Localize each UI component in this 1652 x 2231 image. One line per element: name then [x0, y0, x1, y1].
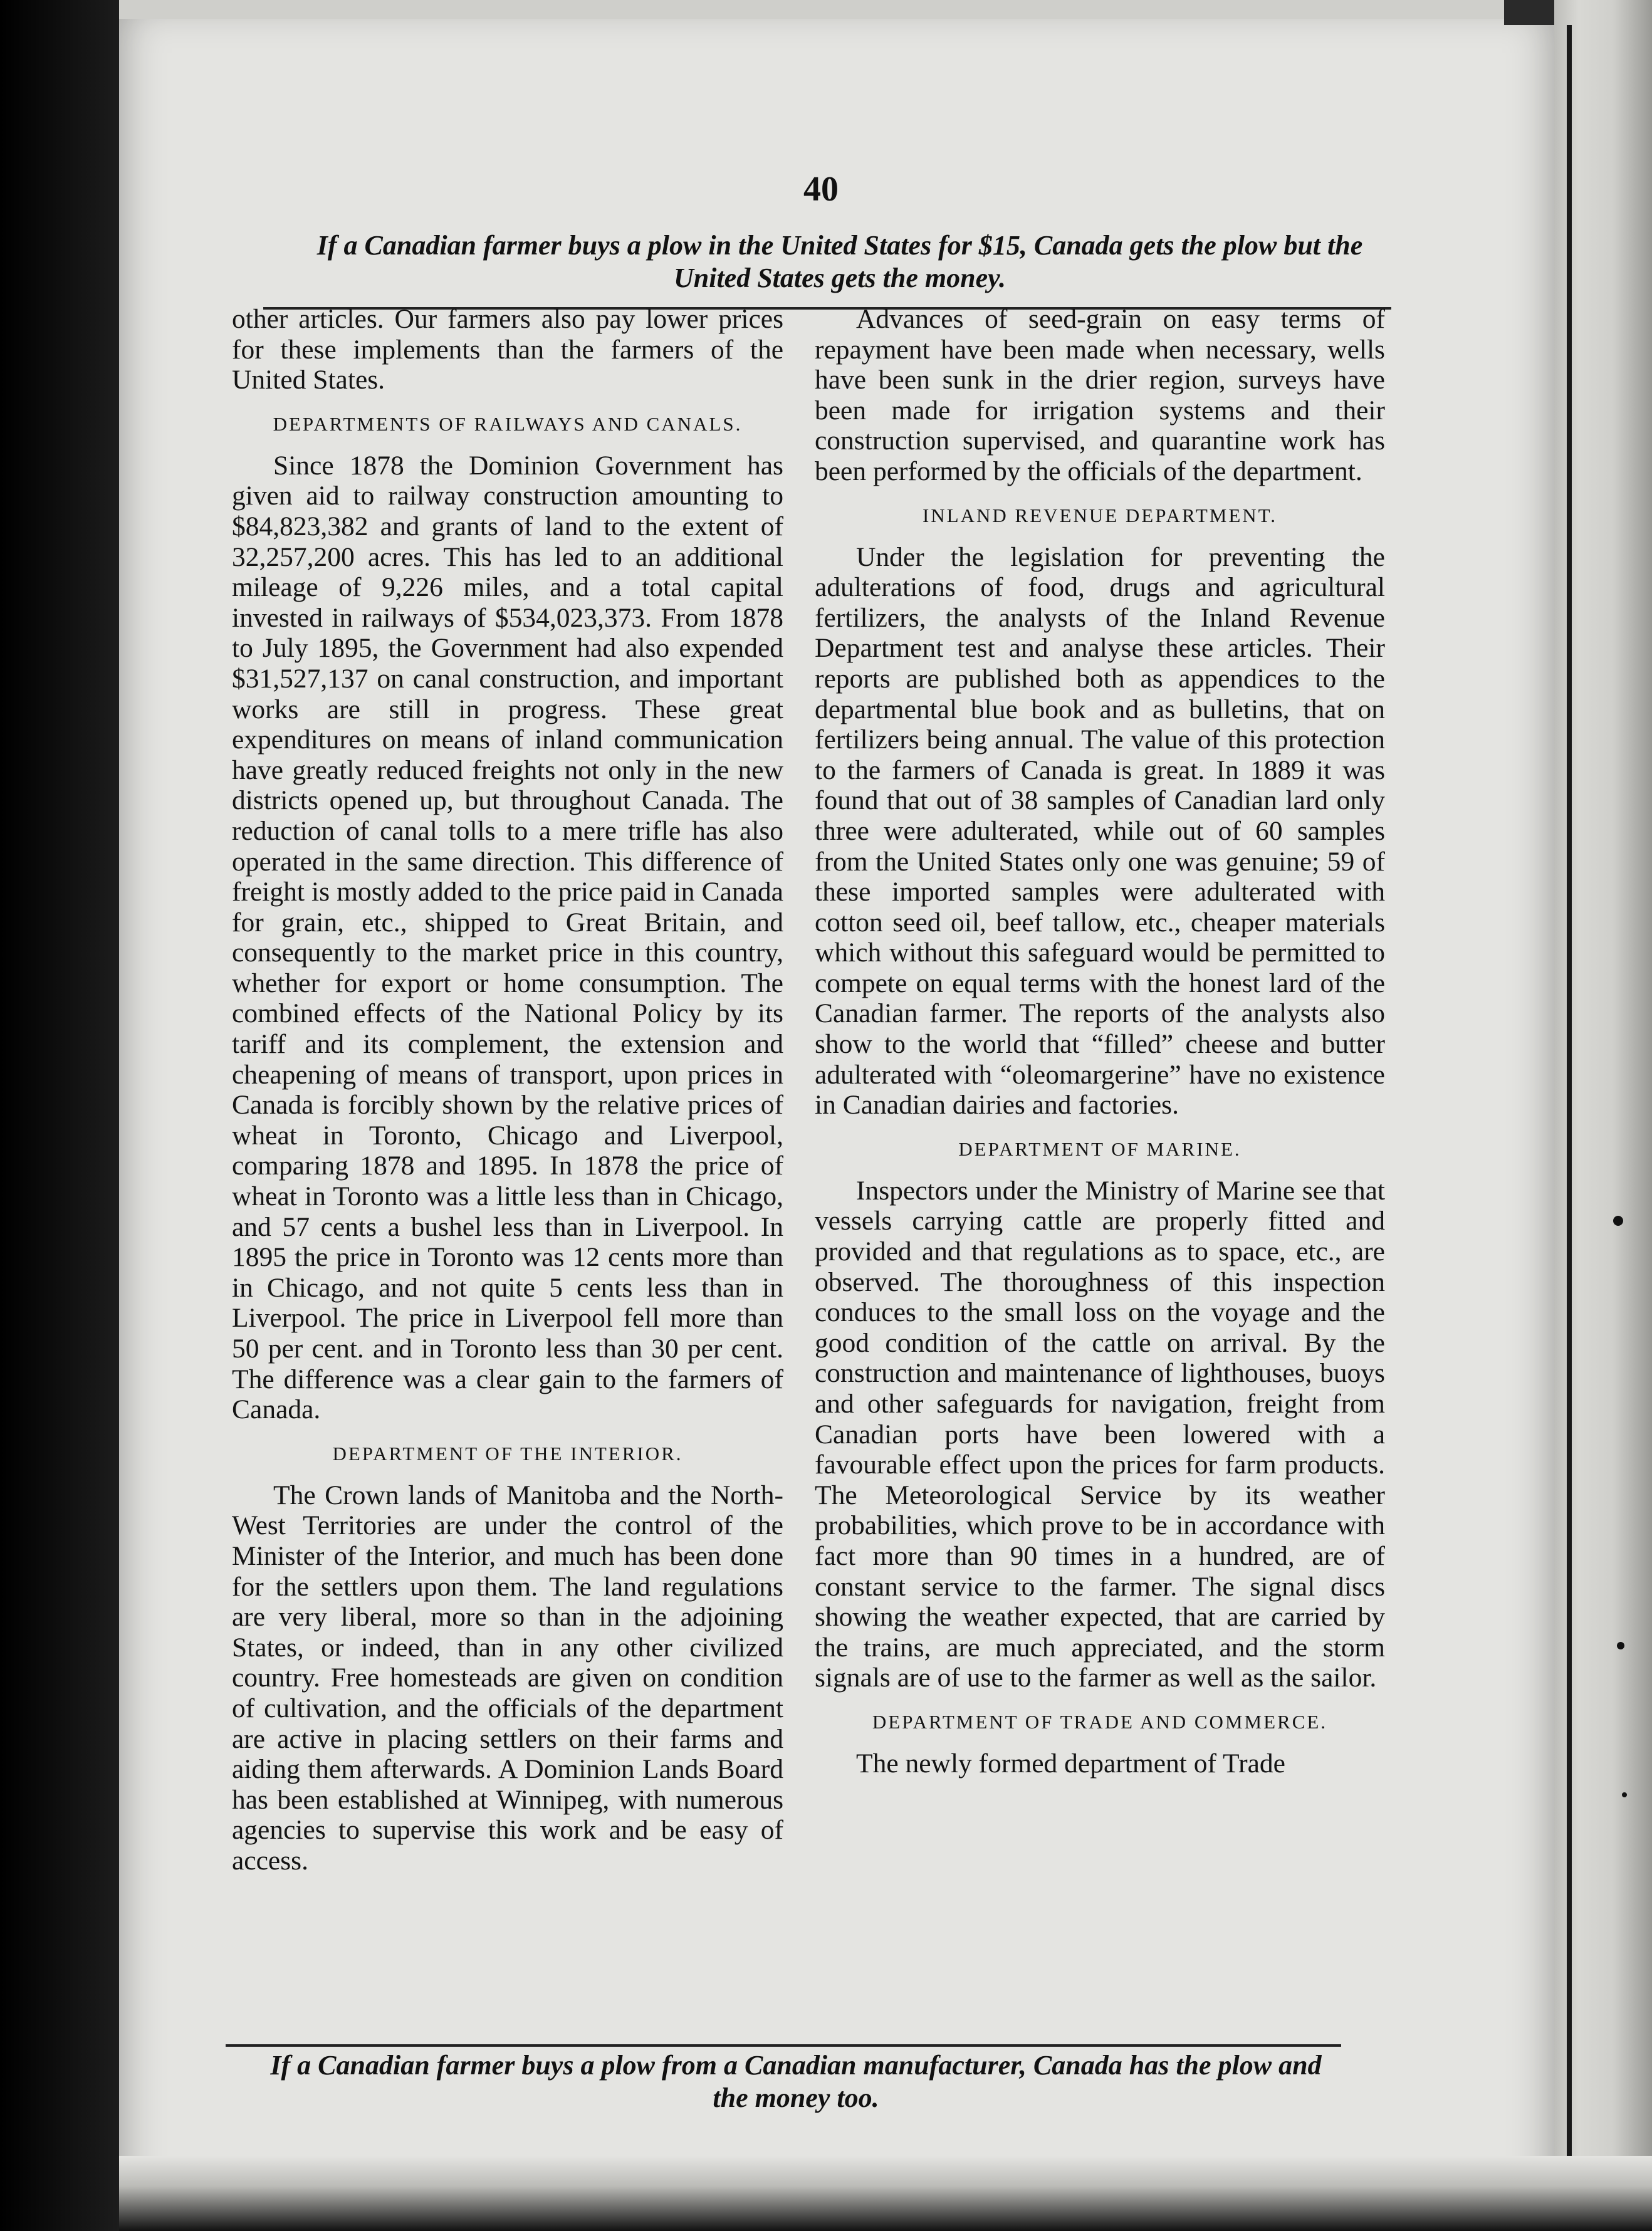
inland-revenue-paragraph: Under the legislation for preventing the adulterations of food, drugs and agricultural fertilizers, the analysts of the Inland Revenue Department test and analyse these articles. Their reports are published both as appendices to the departmental blue book and as bulletins, that on fertilizers being annual. The value of this protection to the farmers of Canada is great. In 1889 it was found that out of 38 samples of Canadian lard only three were adulterated, while out of 60 samples from the United States only one was genuine; 59 of these imported samples were adulterated with cotton seed oil, beef tallow, etc., cheaper materials which without this safeguard would be permitted to compete on equal terms with the honest lard of the Canadian farmer. The reports of the analysts also show to the world that “filled” cheese and butter adulterated with “oleomargerine” have no existence in Canadian dairies and factories.: [815, 541, 1385, 1121]
page-number: 40: [803, 170, 839, 209]
trade-commerce-paragraph: The newly formed department of Trade: [856, 1748, 1285, 1779]
left-opening-paragraph: other articles. Our farmers also pay lower prices for these implements than the farmers of the United States.: [232, 304, 783, 395]
page-bottom-edge: [119, 2156, 1652, 2231]
left-column: [232, 304, 783, 2040]
page-top-edge: [119, 0, 1652, 19]
right-opening-paragraph: Advances of seed-grain on easy terms of repayment have been made when necessary, wells have been sunk in the drier region, surveys have been made for irrigation systems and their construction supervised, and quarantine work has been performed by the officials of the department.: [815, 304, 1385, 486]
scan-speck: [1613, 1216, 1623, 1226]
header-motto: If a Canadian farmer buys a plow in the United States for $15, Canada gets the plow but the United States gets the money.: [316, 230, 1363, 293]
right-column: [815, 304, 1385, 2040]
footer-motto: If a Canadian farmer buys a plow from a Canadian manufacturer, Canada has the plow and the money too.: [270, 2050, 1322, 2113]
inland-revenue-heading: INLAND REVENUE DEPARTMENT.: [922, 504, 1278, 526]
railways-canals-heading: DEPARTMENTS OF RAILWAYS AND CANALS.: [273, 412, 743, 435]
interior-paragraph: The Crown lands of Manitoba and the North-West Territories are under the control of the Minister of the Interior, and much has been done for the settlers upon them. The land regulations are very liberal, more so than in the adjoining States, or indeed, than in any other civilized country. Free homesteads are given on condition of cultivation, and the officials of the department are active in placing settlers on their farms and aiding them afterwards. A Dominion Lands Board has been established at Winnipeg, with numerous agencies to supervise this work and be easy of access.: [232, 1480, 783, 1876]
marine-paragraph: Inspectors under the Ministry of Marine see that vessels carrying cattle are properly fitted and provided and that regulations as to space, etc., are observed. The thoroughness of this inspection conduces to the small loss on the voyage and the good condition of the cattle on arrival. By the construction and maintenance of lighthouses, buoys and other safeguards for navigation, freight from Canadian ports have been lowered with a favourable effect upon the prices for farm products. The Meteorological Service by its weather probabilities, which prove to be in accordance with fact more than 90 times in a hundred, are of constant service to the farmer. The signal discs showing the weather expected, that are carried by the trains, are much appreciated, and the storm signals are of use to the farmer as well as the sailor.: [815, 1175, 1385, 1693]
interior-heading: DEPARTMENT OF THE INTERIOR.: [332, 1442, 683, 1465]
footer-rule: [226, 2044, 1341, 2047]
scan-border-left: [0, 0, 119, 2231]
scan-speck: [1622, 1792, 1627, 1797]
scan-speck: [1617, 1642, 1624, 1649]
trade-commerce-heading: DEPARTMENT OF TRADE AND COMMERCE.: [872, 1710, 1328, 1733]
marine-heading: DEPARTMENT OF MARINE.: [958, 1137, 1242, 1160]
railways-canals-paragraph: Since 1878 the Dominion Government has given aid to railway construction amounting to $84,823,382 and grants of land to the extent of 32,257,200 acres. This has led to an additional mileage of 9,226 miles, and a total capital invested in railways of $534,023,373. From 1878 to July 1895, the Government had also expended $31,527,137 on canal construction, and important works are still in progress. These great expenditures on means of inland communication have greatly reduced freights not only in the new districts opened up, but throughout Canada. The reduction of canal tolls to a mere trifle has also operated in the same direction. This difference of freight is mostly added to the price paid in Canada for grain, etc., shipped to Great Britain, and consequently to the market price in this country, whether for export or home consumption. The combined effects of the National Policy by its tariff and its complement, the extension and cheapening of means of transport, upon prices in Canada is forcibly shown by the relative prices of wheat in Toronto, Chicago and Liverpool, comparing 1878 and 1895. In 1878 the price of wheat in Toronto was a little less than in Chicago, and 57 cents a bushel less than in Liverpool. In 1895 the price in Toronto was 12 cents more than in Chicago, and not quite 5 cents less than in Liverpool. The price in Liverpool fell more than 50 per cent. and in Toronto less than 30 per cent. The difference was a clear gain to the farmers of Canada.: [232, 450, 783, 1425]
page-gutter-line: [1567, 25, 1572, 2206]
